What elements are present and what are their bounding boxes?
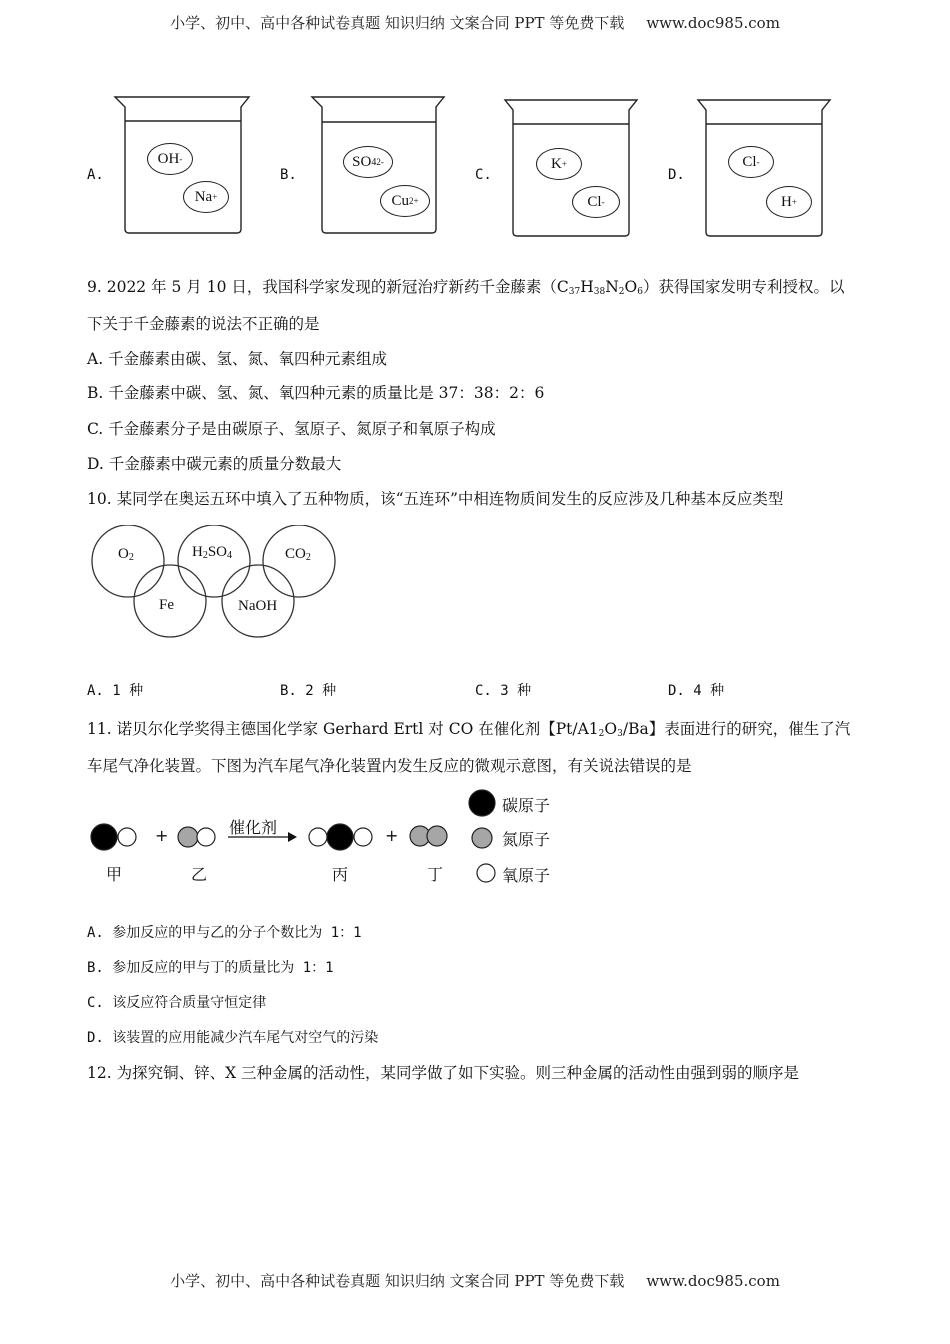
q10-option-a[interactable]: A. 1 种 xyxy=(87,683,144,699)
ion-na: Na + xyxy=(183,181,229,213)
footer-text: 小学、初中、高中各种试卷真题 知识归纳 文案合同 PPT 等免费下载 xyxy=(170,1272,625,1290)
q11-stem-line1: 11. 诺贝尔化学奖得主德国化学家 Gerhard Ertl 对 CO 在催化剂【$Pt/A1_2O_3/Ba$】表面进行的研究，催生了汽 xyxy=(87,720,851,739)
molecule-jia: 甲 xyxy=(106,865,123,884)
q11-option-b[interactable]: B. 参加反应的甲与丁的质量比为 1：1 xyxy=(87,960,334,976)
q9-option-b[interactable]: B. 千金藤素中碳、氢、氮、氧四种元素的质量比是 37：38：2：6 xyxy=(87,384,545,402)
beaker-a-label: A. xyxy=(87,167,104,183)
q11-option-d[interactable]: D. 该装置的应用能减少汽车尾气对空气的污染 xyxy=(87,1030,379,1046)
header-text: 小学、初中、高中各种试卷真题 知识归纳 文案合同 PPT 等免费下载 xyxy=(170,14,625,32)
footer-url[interactable]: www.doc985.com xyxy=(646,1272,780,1290)
molecule-yi: 乙 xyxy=(191,865,208,884)
ring-h2so4: $H_2SO_4$ xyxy=(192,544,233,561)
beaker-c-label: C. xyxy=(475,167,492,183)
header-url[interactable]: www.doc985.com xyxy=(646,14,780,32)
olympic-rings-diagram xyxy=(90,525,340,640)
ring-fe: Fe xyxy=(159,597,174,613)
page-footer xyxy=(0,1270,950,1291)
beaker-d-label: D. xyxy=(668,167,685,183)
molecule-bing: 丙 xyxy=(332,865,349,884)
q11-stem-line2: 车尾气净化装置。下图为汽车尾气净化装置内发生反应的微观示意图，有关说法错误的是 xyxy=(87,757,692,775)
q9-option-d[interactable]: D. 千金藤素中碳元素的质量分数最大 xyxy=(87,455,342,473)
legend-nitrogen: 氮原子 xyxy=(502,830,551,849)
plus-sign-1: + xyxy=(155,826,169,845)
q11-option-c[interactable]: C. 该反应符合质量守恒定律 xyxy=(87,995,267,1011)
ring-co2: $CO_2$ xyxy=(285,546,311,563)
ion-so4: SO 4 2- xyxy=(343,146,393,178)
legend-oxygen: 氧原子 xyxy=(502,866,551,885)
q10-option-d[interactable]: D. 4 种 xyxy=(668,683,725,699)
ion-oh: OH - xyxy=(147,143,193,175)
legend-carbon: 碳原子 xyxy=(502,796,551,815)
ion-cu: Cu 2+ xyxy=(380,185,430,217)
molecule-ding: 丁 xyxy=(427,865,444,884)
ion-k: K + xyxy=(536,148,582,180)
q11-option-a[interactable]: A. 参加反应的甲与乙的分子个数比为 1：1 xyxy=(87,925,362,941)
ring-naoh: NaOH xyxy=(238,598,278,614)
plus-sign-2: + xyxy=(385,826,399,845)
q12-stem: 12. 为探究铜、锌、X 三种金属的活动性，某同学做了如下实验。则三种金属的活动性由强到弱的顺序是 xyxy=(87,1064,800,1082)
ion-cl: Cl - xyxy=(572,186,620,218)
q9-option-c[interactable]: C. 千金藤素分子是由碳原子、氢原子、氮原子和氧原子构成 xyxy=(87,420,496,438)
page-header xyxy=(0,12,950,33)
beaker-b-label: B. xyxy=(280,167,297,183)
q9-stem-line2: 下关于千金藤素的说法不正确的是 xyxy=(87,315,320,333)
ion-h: H + xyxy=(766,186,812,218)
ring-o2: $O_2$ xyxy=(118,546,134,563)
q10-option-c[interactable]: C. 3 种 xyxy=(475,683,532,699)
q10-option-b[interactable]: B. 2 种 xyxy=(280,683,337,699)
q9-option-a[interactable]: A. 千金藤素由碳、氢、氮、氧四种元素组成 xyxy=(87,350,388,368)
q10-stem: 10. 某同学在奥运五环中填入了五种物质，该“五连环”中相连物质间发生的反应涉及几种基本反应类型 xyxy=(87,490,784,508)
reaction-diagram xyxy=(85,785,585,895)
ion-cl-d: Cl - xyxy=(728,146,774,178)
catalyst-label: 催化剂 xyxy=(229,818,278,837)
q9-stem-line1: 9. 2022 年 5 月 10 日，我国科学家发现的新冠治疗新药千金藤素$(C_{37}H_{38}N_2O_6)$获得国家发明专利授权。以 xyxy=(87,278,845,297)
